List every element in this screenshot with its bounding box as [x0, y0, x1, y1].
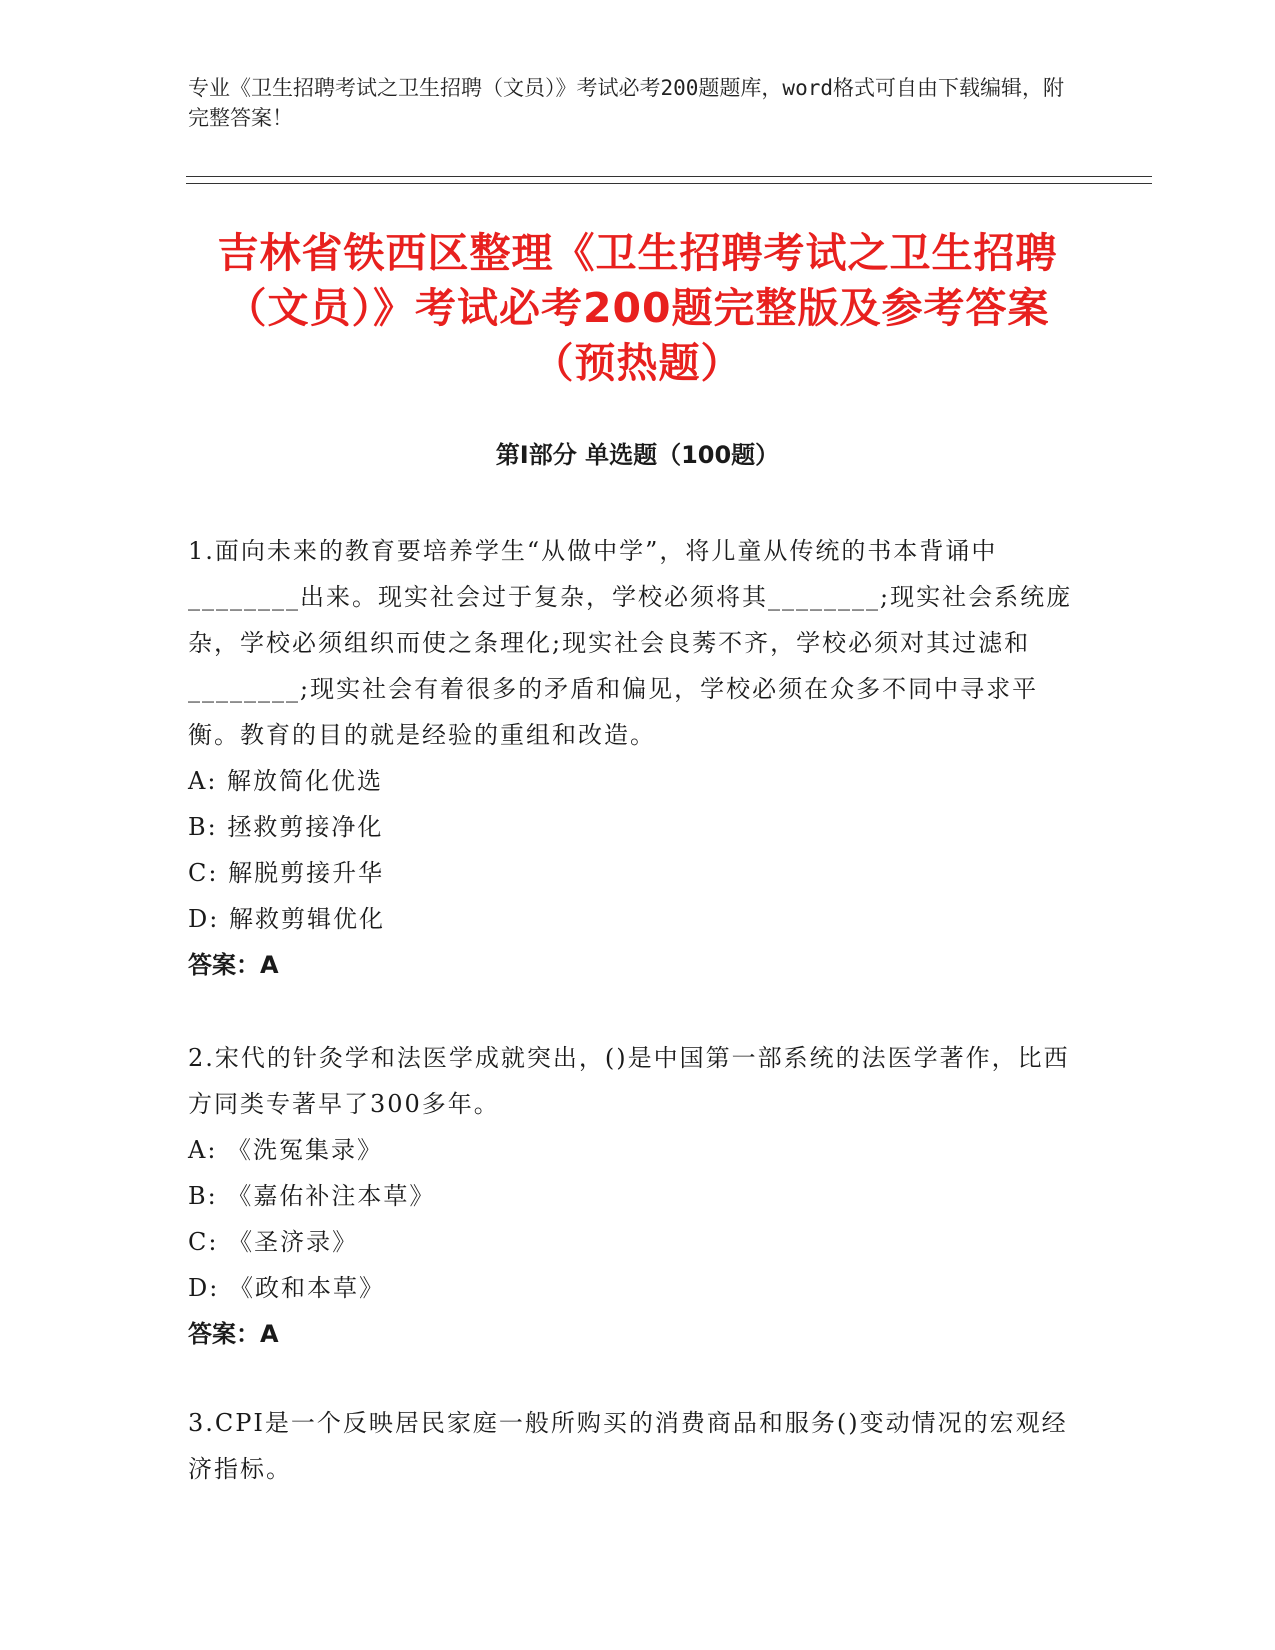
option-b: B: 《嘉佑补注本草》 — [188, 1182, 436, 1210]
option-d: D: 解救剪辑优化 — [188, 905, 385, 933]
document-title: 吉林省铁西区整理《卫生招聘考试之卫生招聘（文员）》考试必考200题完整版及参考答案（预热题） — [217, 229, 1058, 387]
option-d: D: 《政和本草》 — [188, 1274, 385, 1302]
answer: 答案：A — [188, 951, 279, 979]
header-rule-bottom — [186, 183, 1152, 184]
header-rule-top — [186, 176, 1152, 177]
answer: 答案：A — [188, 1320, 279, 1348]
question-stem: 2.宋代的针灸学和法医学成就突出，()是中国第一部系统的法医学著作，比西方同类专著早了300多年。 — [188, 1044, 1070, 1118]
question-1 — [188, 528, 1078, 988]
option-c: C: 《圣济录》 — [188, 1228, 359, 1256]
question-2 — [188, 1035, 1078, 1357]
question-stem: 1.面向未来的教育要培养学生“从做中学”，将儿童从传统的书本背诵中________出来。现实社会过于复杂，学校必须将其________;现实社会系统庞杂，学校必须组织而使之条理化;现实社会良莠不齐，学校必须对其过滤和________;现实社会有着很多的矛盾和偏见，学校必须在众多不同中寻求平衡。教育的目的就是经验的重组和改造。 — [188, 537, 1073, 749]
section-title: 第Ⅰ部分 单选题（100题） — [495, 441, 780, 469]
option-a: A: 《洗冤集录》 — [188, 1136, 384, 1164]
option-a: A: 解放简化优选 — [188, 767, 384, 795]
question-stem: 3.CPI是一个反映居民家庭一般所购买的消费商品和服务()变动情况的宏观经济指标。 — [188, 1409, 1068, 1483]
option-b: B: 拯救剪接净化 — [188, 813, 384, 841]
header-note: 专业《卫生招聘考试之卫生招聘（文员）》考试必考200题题库，word格式可自由下载编辑，附完整答案！ — [188, 76, 1064, 130]
option-c: C: 解脱剪接升华 — [188, 859, 385, 887]
question-3 — [188, 1400, 1078, 1492]
